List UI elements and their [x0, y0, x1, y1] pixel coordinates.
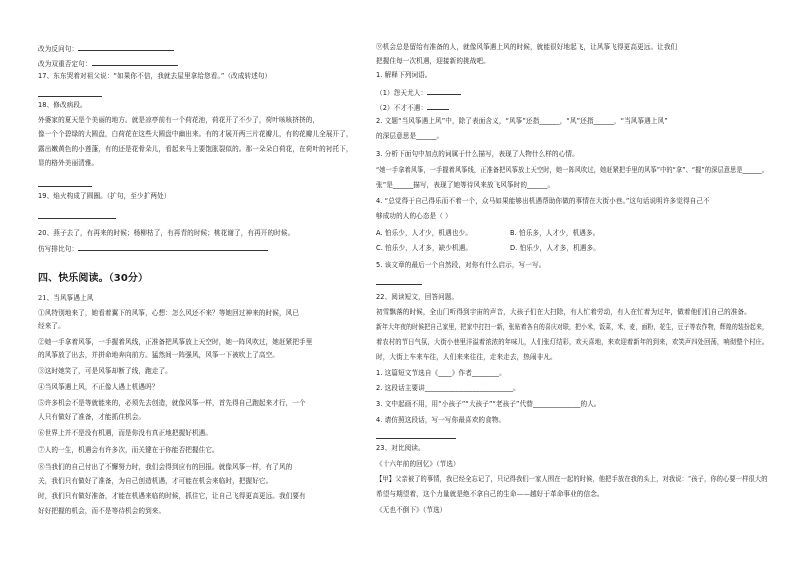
- passage-line: ⑨机会总是留给有准备的人，就像风筝遇上风的时候，就能很好地起飞，让风筝飞得更高更远。让我们: [376, 43, 678, 51]
- passage-line: ⑧当我们的自己付出了不懈努力时，我们会得到应有的回报。就像风筝一样，有了风的: [38, 463, 293, 471]
- answer-line[interactable]: [38, 218, 116, 219]
- passage-line: 经来了。: [38, 322, 65, 330]
- term-label: （2）不才不遇：: [376, 104, 428, 112]
- passage-line: ⑦人的一生，机遇会有许多次，而关键在于你能否把握住它。: [38, 446, 219, 454]
- q21-3-quote: “她一手拿着风筝，一手握着风筝线，正准备把风筝放上天空时，她一阵风吹过，她赶紧把手里的风筝”中的“拿”、“握”的深层意思是______。: [376, 166, 769, 174]
- q18-paragraph-line: 像一个个碧绿的大圆盘，白荷花在这些大圆盘中幽出来。有的才展开两三片花瓣儿，有的花瓣儿全展开了，: [38, 130, 353, 138]
- q18-paragraph-line: 显的格外美丽清雅。: [38, 159, 99, 167]
- q23-prompt: 23、对比阅读。: [376, 444, 425, 452]
- answer-line[interactable]: [38, 186, 92, 187]
- answer-blank[interactable]: [92, 58, 178, 66]
- q22-4-prompt: 4. 请仿照这段话，写一写你最喜欢的食物。: [376, 416, 506, 424]
- passage-line: 关，我们只有做好了准备，为自己创造机遇，才可能在机会来临时，把握好它。: [38, 477, 273, 485]
- q22-2-prompt: 2. 这段话主要讲__________________________。: [376, 384, 520, 392]
- passage-line: ①风特别地来了，她看着翼下的风筝，心想：怎么风还不来？等她回过神来的时候，风已: [38, 309, 300, 317]
- q18-paragraph-line: 露出嫩黄色的小莲蓬，有的还是花骨朵儿，看起来马上要饱胀裂似的。那一朵朵白荷花，在荷叶的衬托下，: [38, 145, 353, 153]
- passage-line: 时，我们只有做好准备，才能在机遇来临的时候，抓住它，让自己飞得更高更远。我们要有: [38, 492, 306, 500]
- q21-1-prompt: 1. 解释下列词语。: [376, 71, 432, 79]
- q22-1-prompt: 1. 这篇短文节选自《____》作者________。: [376, 369, 506, 377]
- q21-5-prompt: 5. 该文章的最后一个自然段，对你有什么启示，写一写。: [376, 261, 546, 269]
- q19-prompt: 19、焰火构成了圆圈。（扩句，至少扩两处）: [38, 192, 171, 200]
- q21-2-prompt: 的深层意思是______。: [376, 132, 444, 140]
- answer-blank[interactable]: [427, 102, 449, 110]
- passage-line: 【甲】父亲被了的事情，我已经全忘记了，只记得我们一家人围在一起的时候，他把手放在我的头上，对我说：“孩子，你的心要一样很大的: [376, 475, 768, 483]
- q17-prompt: 17、东东哭着对祖父说：“如果你不信，我就去屋里拿给您看。”（改成转述句）: [38, 72, 272, 80]
- answer-blank[interactable]: [427, 87, 461, 95]
- q18-paragraph-line: 外婆家的夏天是个美丽的地方。就是凉亭前有一个荷花池，荷花开了不少了，荷叶咳咳挤挤的，: [38, 116, 320, 124]
- q21-title: 21、当风筝遇上风: [38, 294, 94, 302]
- passage-line: 人只有做好了准备，才能抓住机会。: [38, 413, 146, 421]
- passage-line: 着农村的节日气氛，大街小巷里洋溢着浓浓的年味儿，人们张灯结彩，欢天喜地，来欢迎着新年的到来，欢笑声四处回荡，响彻整个村庄。: [376, 338, 769, 346]
- answer-line[interactable]: [376, 438, 456, 439]
- option-d[interactable]: D. 怕乐少，人才多，机遇多。: [510, 244, 600, 252]
- q18-prompt: 18、修改病段。: [38, 101, 87, 109]
- passage-line: 希望与期望着，这个力量就是绝不拿自己的生命——越好于革命事业的信念。: [376, 490, 604, 498]
- q21-2-prompt: 2. 文题“当风筝遇上风”中，除了表面含义，“风筝”还指______，“风”还指______，“当风筝遇上风”: [376, 117, 668, 125]
- q22-3-prompt: 3. 文中起画不用，用“小孩子”“大孩子”“老孩子”代替______________的人。: [376, 400, 601, 408]
- answer-blank[interactable]: [78, 243, 268, 251]
- option-a[interactable]: A. 怕乐少，人才少，机遇也少。: [376, 229, 472, 237]
- q16-rhetorical: [38, 43, 174, 54]
- q20-imitation-label: 仿写排比句：: [38, 245, 79, 253]
- passage-line: 的风筝放了出去，并拼命地奔向前方。猛然间一阵强风，风筝一下被吹上了高空。: [38, 351, 279, 359]
- passage-line: 把握住每一次机遇，迎接新的挑战吧。: [376, 57, 490, 65]
- q21-3-prompt: 3. 分析下面句中加点的词属于什么描写，表现了人物什么样的心情。: [376, 150, 579, 158]
- excerpt-title: 《无也不倒下》（节选）: [376, 506, 447, 514]
- q21-4-prompt: 够成功的人的心态是（ ）: [376, 212, 452, 220]
- passage-line: ⑥世界上并不是没有机遇，而是你没有真正地把握好机遇。: [38, 429, 213, 437]
- term-label: （1）怨天尤人：: [376, 89, 428, 97]
- q21-1-item: [376, 87, 461, 98]
- q16-rhetorical-label: 改为反问句：: [38, 45, 79, 53]
- section-four-heading: 四、快乐阅读。（30分）: [38, 273, 149, 284]
- passage-line: ④当风筝遇上风，不正像人遇上机遇吗？: [38, 383, 159, 391]
- passage-line: 初雪飘落的时候，全山门听得到宇宙的声音，大孩子们在大扫除，有人忙着劳动，有人在忙着为过年，做着他们们自己的准备。: [376, 308, 751, 316]
- passage-line: 好好把握的机会，而不是等待机会的到来。: [38, 507, 166, 515]
- q16-double-negative-label: 改为双重否定句：: [38, 60, 92, 68]
- passage-line: ⑤许多机会不是等就能来的，必须先去创造，就像风筝一样，首先得自己跑起来才行，一个: [38, 399, 306, 407]
- option-c[interactable]: C. 怕乐少，人才多，缺少机遇。: [376, 244, 473, 252]
- answer-blank[interactable]: [78, 43, 174, 51]
- q21-3-quote: 张”是______描写，表现了她等待风来放飞风筝时的______。: [376, 181, 555, 189]
- answer-line[interactable]: [376, 284, 422, 285]
- q20-imitation: [38, 243, 268, 254]
- answer-line[interactable]: [38, 96, 102, 97]
- q21-1-item: [376, 102, 449, 113]
- passage-line: 时，大街上车来车往，人们来来往往，走来走去，热闹非凡。: [376, 353, 557, 361]
- passage-line: ②她一手拿着风筝，一手握着风线，正准备把风筝放上天空时，她一阵风吹过，她赶紧把手里: [38, 338, 313, 346]
- excerpt-title: 《十六年前的回忆》（节选）: [376, 460, 460, 468]
- q16-double-negative: [38, 58, 178, 69]
- passage-line: 新年大年夜的时候把自己家里，把家中打扫一新，张贴着各自的喜庆对联，把小米，饭菜，米，麦，面粉，花生，豆子等农作物，辉煌的装扮起来，: [376, 323, 769, 331]
- q21-4-prompt: 4. “总觉得于自己得乐而不着一个，众马如果能够出机遇帮助你做的事情在大街小巷。”这句话说明许多觉得自己不: [376, 197, 710, 205]
- passage-line: ③这时她笑了，可是风筝却断了线，跑走了。: [38, 367, 172, 375]
- q22-prompt: 22、阅读短文，回答问题。: [376, 293, 459, 301]
- option-b[interactable]: B. 怕乐多，人才少，机遇多。: [510, 229, 600, 237]
- q20-prompt: 20、燕子去了，有再来的时候；杨柳枯了，有再青的时候；桃花谢了，有再开的时候。: [38, 229, 295, 237]
